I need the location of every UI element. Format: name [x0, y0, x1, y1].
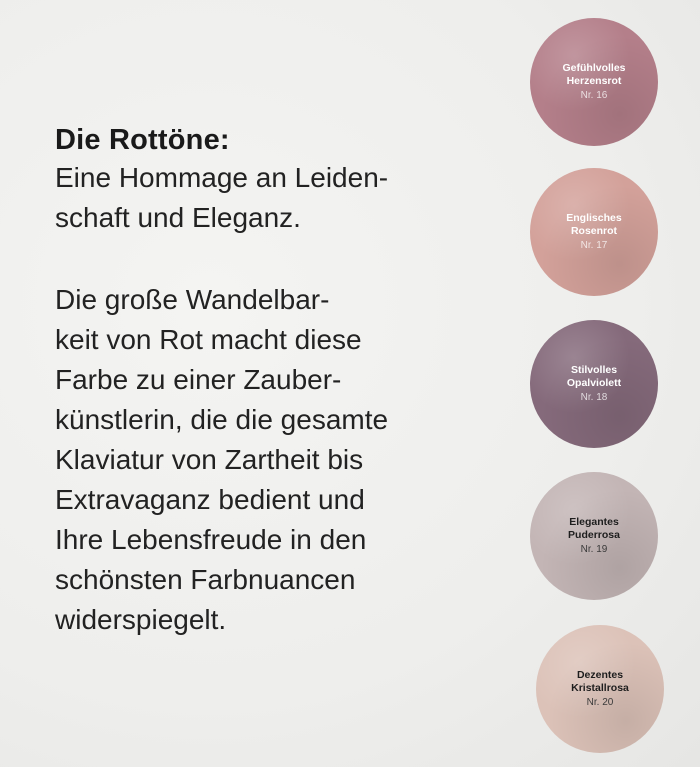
- swatch-name-line: Gefühlvolles: [562, 62, 626, 74]
- swatch-name-line: Herzensrot: [566, 75, 622, 87]
- swatch-name-line: Puderrosa: [568, 529, 620, 541]
- paragraph-line: Extravaganz bedient und: [55, 484, 365, 515]
- paragraph-line: Farbe zu einer Zauber-: [55, 364, 342, 395]
- color-swatch-herzensrot: [530, 18, 658, 146]
- swatch-number: Nr. 16: [580, 90, 608, 101]
- color-swatch-rosenrot: [530, 168, 658, 296]
- paragraph-line: Ihre Lebensfreude in den: [55, 524, 367, 555]
- subtitle-line: Eine Hommage an Leiden-: [55, 162, 389, 193]
- paragraph-line: künstlerin, die die gesamte: [55, 404, 389, 435]
- subtitle: [55, 158, 475, 238]
- swatch-number: Nr. 19: [580, 544, 608, 555]
- paragraph-line: schönsten Farbnuancen: [55, 564, 356, 595]
- swatch-name-line: Elegantes: [569, 516, 619, 528]
- paragraph-line: keit von Rot macht diese: [55, 324, 362, 355]
- color-swatch-opalviolett: [530, 320, 658, 448]
- swatch-name-line: Dezentes: [576, 669, 624, 681]
- swatch-name-line: Kristallrosa: [571, 682, 629, 694]
- subtitle-line: schaft und Eleganz.: [55, 202, 301, 233]
- body-paragraph: [55, 280, 475, 640]
- swatch-number: Nr. 18: [580, 392, 608, 403]
- color-swatch-puderrosa: [530, 472, 658, 600]
- swatch-number: Nr. 17: [580, 240, 608, 251]
- heading: Die Rottöne:: [55, 124, 230, 156]
- swatch-name-line: Stilvolles: [570, 364, 618, 376]
- swatch-name-line: Englisches: [566, 212, 622, 224]
- paragraph-line: widerspiegelt.: [55, 604, 227, 635]
- color-swatch-kristallrosa: [536, 625, 664, 753]
- paragraph-line: Klaviatur von Zartheit bis: [55, 444, 364, 475]
- paragraph-line: Die große Wandelbar-: [55, 284, 330, 315]
- swatch-number: Nr. 20: [586, 697, 614, 708]
- text-block: [55, 122, 475, 640]
- swatch-name-line: Rosenrot: [570, 225, 618, 237]
- swatch-name-line: Opalviolett: [566, 377, 622, 389]
